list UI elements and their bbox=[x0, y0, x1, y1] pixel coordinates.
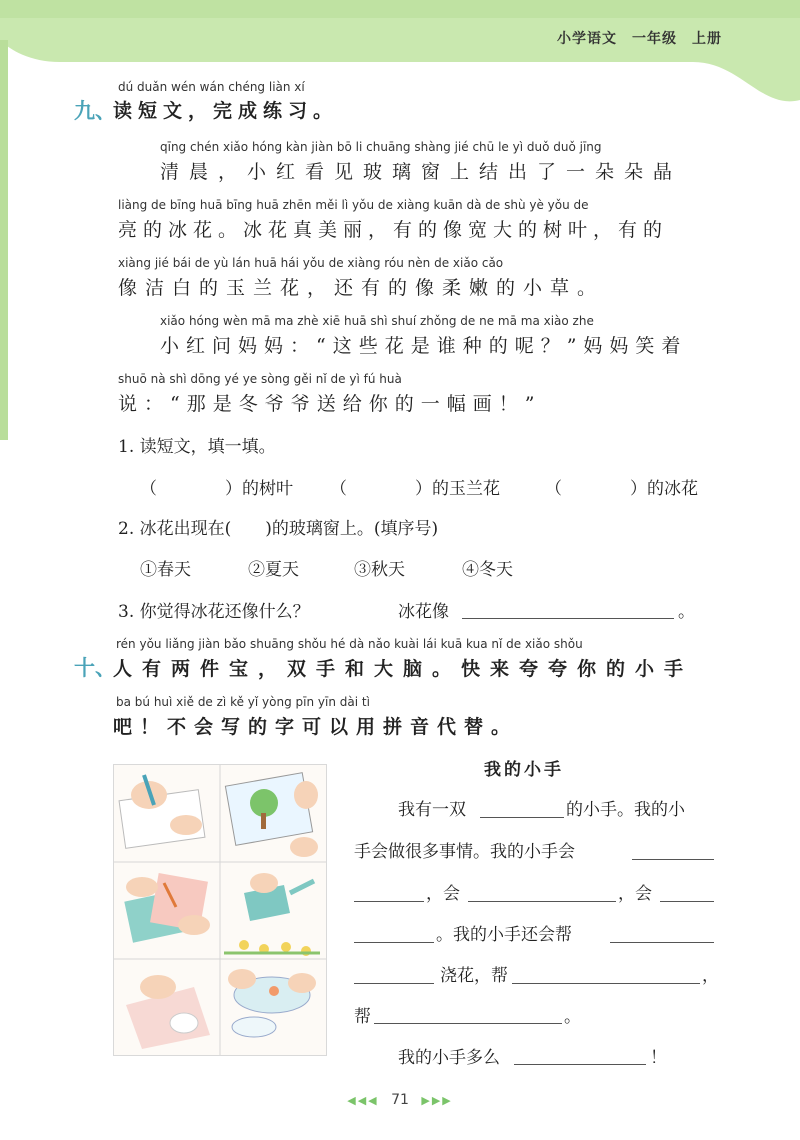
passage-pinyin-1: qīng chén xiǎo hóng kàn jiàn bō li chuāng shàng jié chū le yì duǒ duǒ jīng bbox=[160, 140, 602, 154]
question-3-label: 3. 你觉得冰花还像什么？ bbox=[118, 602, 310, 622]
q1-blank-iceflower[interactable]: （ ）的冰花 bbox=[545, 479, 698, 499]
q2-option-spring[interactable]: ①春天 bbox=[140, 560, 191, 580]
question-2-label: 2. 冰花出现在( )的玻璃窗上。(填序号) bbox=[118, 519, 439, 539]
passage-pinyin-2: liàng de bīng huā bīng huā zhēn měi lì yǒu de xiàng kuān dà de shù yè yǒu de bbox=[118, 198, 589, 212]
essay-blank-3[interactable] bbox=[354, 901, 424, 902]
essay-blank-6[interactable] bbox=[354, 942, 434, 943]
essay-p2: 手会做很多事情。我的小手会 bbox=[354, 842, 575, 862]
section10-line1-pinyin: rén yǒu liǎng jiàn bǎo shuāng shǒu hé dà nǎo kuài lái kuā kua nǐ de xiǎo shǒu bbox=[116, 637, 583, 651]
arrows-right-icon: ▶▶▶ bbox=[421, 1094, 453, 1107]
section9-title-pinyin: dú duǎn wén wán chéng liàn xí bbox=[118, 80, 305, 94]
essay-p1a: 我有一双 bbox=[398, 800, 466, 820]
passage-pinyin-5: shuō nà shì dōng yé ye sòng gěi nǐ de yì fú huà bbox=[118, 372, 402, 386]
essay-p6b: 。 bbox=[564, 1007, 581, 1027]
q2-option-winter[interactable]: ④冬天 bbox=[462, 560, 513, 580]
q1-blank-leaf[interactable]: （ ）的树叶 bbox=[140, 479, 293, 499]
essay-p1b: 的小手。我的小 bbox=[566, 800, 685, 820]
essay-blank-4[interactable] bbox=[468, 901, 616, 902]
essay-p7a: 我的小手多么 bbox=[398, 1048, 500, 1068]
essay-p3b: ，会 bbox=[618, 884, 652, 904]
essay-p6a: 帮 bbox=[354, 1007, 371, 1027]
q3-answer-prefix: 冰花像 bbox=[398, 602, 449, 622]
section9-title: 读短文，完成练习。 bbox=[113, 100, 339, 122]
essay-p4: 。我的小手还会帮 bbox=[436, 925, 572, 945]
left-margin-bar bbox=[0, 40, 8, 440]
essay-p3a: ，会 bbox=[426, 884, 460, 904]
passage-line-3: 像洁白的玉兰花，还有的像柔嫩的小草。 bbox=[118, 277, 605, 299]
essay-blank-5[interactable] bbox=[660, 901, 714, 902]
passage-pinyin-3: xiàng jié bái de yù lán huā hái yǒu de xiàng róu nèn de xiǎo cǎo bbox=[118, 256, 504, 270]
page-footer bbox=[0, 1092, 800, 1108]
essay-blank-2[interactable] bbox=[632, 859, 714, 860]
passage-line-4: 小红问妈妈：“这些花是谁种的呢？”妈妈笑着 bbox=[160, 335, 688, 357]
essay-blank-11[interactable] bbox=[514, 1064, 646, 1065]
essay-p5b: ， bbox=[702, 966, 719, 986]
essay-p5a: 浇花，帮 bbox=[440, 966, 508, 986]
essay-blank-10[interactable] bbox=[374, 1023, 562, 1024]
section10-line1: 人有两件宝，双手和大脑。快来夸夸你的小手 bbox=[113, 658, 694, 680]
q2-option-autumn[interactable]: ③秋天 bbox=[354, 560, 405, 580]
question-1-label: 1. 读短文，填一填。 bbox=[118, 437, 276, 457]
passage-line-2: 亮的冰花。冰花真美丽，有的像宽大的树叶，有的 bbox=[118, 219, 669, 241]
essay-p7b: ！ bbox=[650, 1048, 667, 1068]
essay-blank-8[interactable] bbox=[354, 983, 434, 984]
essay-blank-1[interactable] bbox=[480, 817, 564, 818]
page-number: 71 bbox=[391, 1092, 409, 1108]
q3-end: 。 bbox=[678, 602, 695, 622]
section10-line2-pinyin: ba bú huì xiě de zì kě yǐ yòng pīn yīn dài tì bbox=[116, 695, 370, 709]
arrows-left-icon: ◀◀◀ bbox=[347, 1094, 379, 1107]
section10-number: 十、 bbox=[74, 656, 116, 680]
essay-blank-9[interactable] bbox=[512, 983, 700, 984]
section10-line2: 吧！不会写的字可以用拼音代替。 bbox=[113, 716, 519, 738]
hands-illustration bbox=[113, 764, 327, 1056]
passage-line-1: 清晨，小红看见玻璃窗上结出了一朵朵晶 bbox=[160, 161, 683, 183]
q3-answer-line[interactable] bbox=[462, 618, 674, 619]
passage-pinyin-4: xiǎo hóng wèn mā ma zhè xiē huā shì shuí zhǒng de ne mā ma xiào zhe bbox=[160, 314, 594, 328]
essay-title: 我的小手 bbox=[484, 760, 564, 780]
essay-blank-7[interactable] bbox=[610, 942, 714, 943]
q2-option-summer[interactable]: ②夏天 bbox=[248, 560, 299, 580]
section9-number: 九、 bbox=[74, 99, 116, 123]
q1-blank-magnolia[interactable]: （ ）的玉兰花 bbox=[330, 479, 500, 499]
passage-line-5: 说：“那是冬爷爷送给你的一幅画！” bbox=[118, 393, 542, 415]
textbook-label: 小学语文 一年级 上册 bbox=[557, 31, 722, 47]
